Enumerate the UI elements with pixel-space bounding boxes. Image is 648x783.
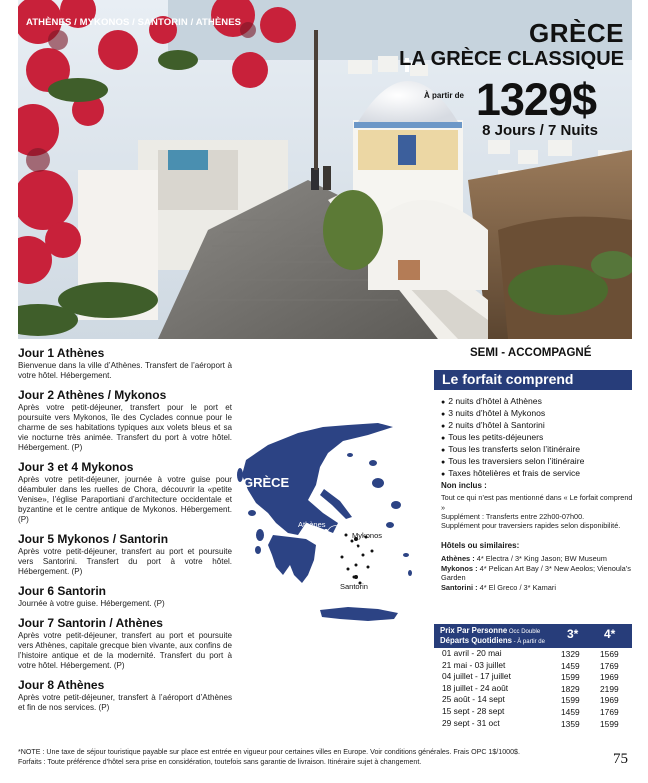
header-line1 xyxy=(440,626,540,635)
header-occupancy: Occ Double xyxy=(507,629,541,635)
itinerary-day xyxy=(18,346,232,381)
included-list xyxy=(441,396,584,480)
footnote xyxy=(18,747,618,767)
row-dates: 04 juillet - 17 juillet xyxy=(442,671,511,682)
itinerary xyxy=(18,346,232,720)
map-athens-label: Athènes xyxy=(298,520,326,529)
table-row xyxy=(434,660,632,672)
list-item: ● 2 nuits d’hôtel à Athènes xyxy=(441,396,584,408)
destinations-breadcrumb: ATHÈNES / MYKONOS / SANTORIN / ATHÈNES xyxy=(26,17,242,28)
row-dates: 15 sept - 28 sept xyxy=(442,705,505,716)
footnote-line: *NOTE : Une taxe de séjour touristique payable sur place est entrée en vigueur pour certaines villes en Europe. Voir conditions générales. Frais OPC 1$/1000$. xyxy=(18,748,520,756)
day-title: Jour 2 Athènes / Mykonos xyxy=(18,388,167,402)
not-included-line: Supplément : Transferts entre 22h00-07h00. xyxy=(441,512,585,521)
hotel-row xyxy=(441,583,636,593)
row-price-4: 1969 xyxy=(600,695,619,706)
price-table xyxy=(434,624,632,729)
hotel-city: Mykonos : xyxy=(441,563,478,573)
hotel-names: 4* Pelican Art Bay / 3* New Aeolos; Vienoula’s Garden xyxy=(441,563,631,582)
row-dates: 25 août - 14 sept xyxy=(442,694,505,705)
row-price-3: 1599 xyxy=(561,672,580,683)
day-text: Après votre petit-déjeuner, transfert à l’aéroport d’Athènes et fin de nos services. (P) xyxy=(18,693,232,712)
row-price-3: 1599 xyxy=(561,695,580,706)
table-row xyxy=(434,694,632,706)
table-row xyxy=(434,683,632,695)
row-dates: 21 mai - 03 juillet xyxy=(442,659,506,670)
row-price-3: 1329 xyxy=(561,649,580,659)
hotel-row xyxy=(441,554,636,564)
hero-photo xyxy=(18,0,632,339)
itinerary-day xyxy=(18,388,232,453)
map-mykonos-label: Mykonos xyxy=(352,531,383,540)
day-title: Jour 7 Santorin / Athènes xyxy=(18,616,163,630)
route-map xyxy=(228,405,418,635)
list-item: ● 3 nuits d’hôtel à Mykonos xyxy=(441,408,584,420)
hotel-names: 4* El Greco / 3* Kamari xyxy=(477,582,557,592)
itinerary-day xyxy=(18,584,232,609)
included-header: Le forfait comprend xyxy=(434,370,632,390)
hotel-names: 4* Electra / 3* King Jason; BW Museum xyxy=(474,554,607,563)
col-3-star: 3* xyxy=(567,627,579,641)
row-price-4: 1569 xyxy=(600,649,619,659)
header-line2 xyxy=(440,636,545,645)
hotel-city: Santorini : xyxy=(441,582,478,592)
row-price-4: 1769 xyxy=(600,660,619,671)
header-departures: Départs Quotidiens xyxy=(440,636,512,645)
hotel-city: Athènes : xyxy=(441,554,475,563)
itinerary-day xyxy=(18,460,232,525)
day-text: Après votre petit-déjeuner, journée à votre guise pour déambuler dans les ruelles de Chora, découvrir la «petite Venise», l’église Paraportiani d’architecture occidentale et byzantine et le centre antique de Mykonos. Hébergement. (P) xyxy=(18,475,232,524)
itinerary-day xyxy=(18,616,232,671)
table-row xyxy=(434,718,632,730)
itinerary-day xyxy=(18,678,232,713)
tour-type: SEMI - ACCOMPAGNÉ xyxy=(470,347,592,359)
row-dates: 18 juillet - 24 août xyxy=(442,682,509,693)
day-text: Journée à votre guise. Hébergement. (P) xyxy=(18,599,165,608)
list-item: ● Tous les petits-déjeuners xyxy=(441,432,584,444)
header-from: - À partir de xyxy=(511,639,545,645)
table-row xyxy=(434,706,632,718)
day-title: Jour 5 Mykonos / Santorin xyxy=(18,532,169,546)
hotels-title: Hôtels ou similaires: xyxy=(441,541,520,550)
not-included-title: Non inclus : xyxy=(441,481,487,490)
duration: 8 Jours / 7 Nuits xyxy=(482,122,598,139)
tour-title: LA GRÈCE CLASSIQUE xyxy=(399,48,624,70)
day-title: Jour 1 Athènes xyxy=(18,346,105,360)
row-price-3: 1459 xyxy=(561,706,580,717)
itinerary-day xyxy=(18,532,232,577)
table-row xyxy=(434,671,632,683)
row-price-4: 1769 xyxy=(600,706,619,717)
day-text: Bienvenue dans la ville d’Athènes. Transfert de l’aéroport à votre hôtel. Hébergement. xyxy=(18,361,232,380)
hotel-row xyxy=(441,564,636,583)
row-price-4: 1599 xyxy=(600,718,619,729)
map-santorin-label: Santorin xyxy=(340,582,368,591)
not-included-text xyxy=(441,493,636,522)
header-price-label: Prix Par Personne xyxy=(440,626,508,635)
day-title: Jour 8 Athènes xyxy=(18,678,105,692)
row-price-4: 2199 xyxy=(600,683,619,694)
row-price-3: 1459 xyxy=(561,660,580,671)
not-included-line: Tout ce qui n’est pas mentionné dans « Le forfait comprend » xyxy=(441,493,633,512)
row-dates: 01 avril - 20 mai xyxy=(442,648,502,658)
day-text: Après votre petit-déjeuner, transfert au port et poursuite vers Santorini. Transfert du port à votre hôtel. Hébergement. (P) xyxy=(18,547,232,576)
price-headline: 1329$ xyxy=(475,74,596,125)
ferry-supplement: Supplément pour traversiers rapides selon disponibilité. xyxy=(441,521,621,530)
country-title: GRÈCE xyxy=(529,18,624,48)
day-text: Après votre petit-déjeuner, transfert pour le port et poursuite vers Mykonos, île des Cyclades connue pour le charme de ses habitations typiques aux volets bleus et sa vie nocturne très animée. Transfert du port à votre hôtel. Hébergement. (P) xyxy=(18,403,232,452)
col-4-star: 4* xyxy=(604,627,616,641)
list-item: ● Tous les transferts selon l’itinéraire xyxy=(441,444,584,456)
hotels-list xyxy=(441,554,636,592)
list-item: ● 2 nuits d’hôtel à Santorini xyxy=(441,420,584,432)
list-item: ● Taxes hôtelières et frais de service xyxy=(441,468,584,480)
page-number: 75 xyxy=(613,751,628,767)
row-price-4: 1969 xyxy=(600,672,619,683)
list-item: ● Tous les traversiers selon l’itinéraire xyxy=(441,456,584,468)
day-title: Jour 6 Santorin xyxy=(18,584,107,598)
footnote-line: Forfaits : Toute préférence d’hôtel sera prise en considération, toutefois sans garantie de livraison. Itinéraire sujet à changement. xyxy=(18,758,422,766)
map-country-label: GRÈCE xyxy=(243,475,290,490)
table-row xyxy=(434,648,632,660)
price-table-header xyxy=(434,624,632,648)
row-price-3: 1829 xyxy=(561,683,580,694)
row-dates: 29 sept - 31 oct xyxy=(442,717,500,728)
day-text: Après votre petit-déjeuner, transfert au port et poursuite vers Athènes, capitale grecque bien vivante, aux confins de l’histoire antique et de la modernité. Transfert du port à votre hôtel. Hébergement. (P) xyxy=(18,631,232,670)
from-label: À partir de xyxy=(424,91,465,100)
row-price-3: 1359 xyxy=(561,718,580,729)
day-title: Jour 3 et 4 Mykonos xyxy=(18,460,134,474)
